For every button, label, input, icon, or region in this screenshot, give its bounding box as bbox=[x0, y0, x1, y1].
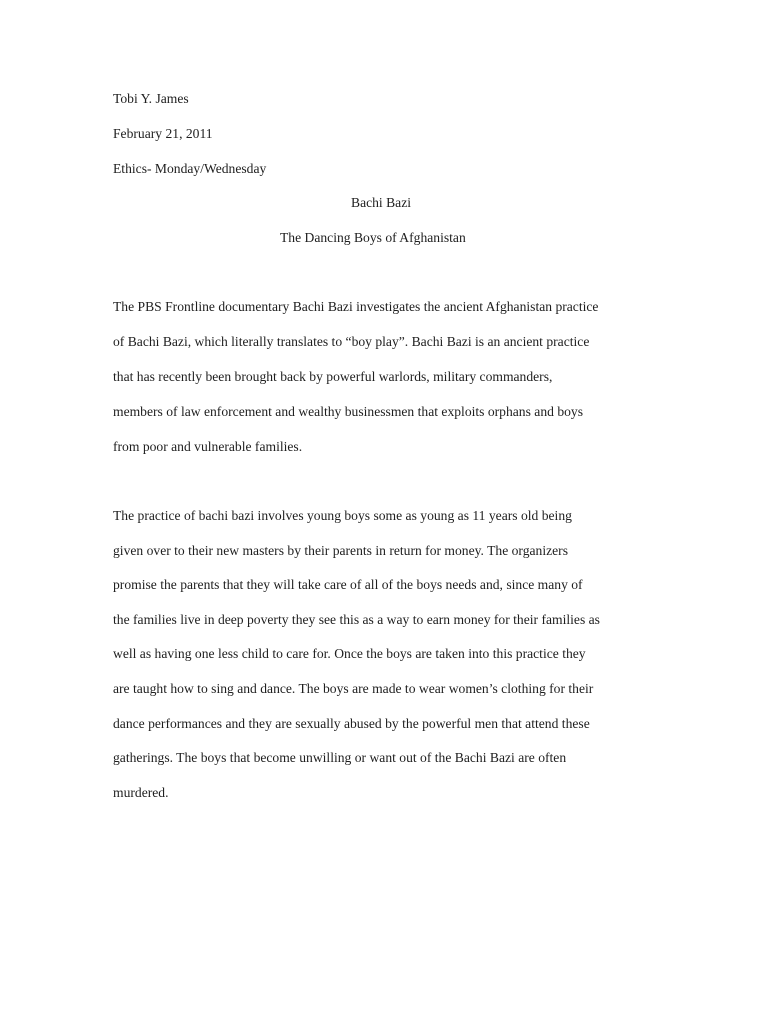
course-name: Ethics- Monday/Wednesday bbox=[113, 161, 267, 176]
paragraph-line: the families live in deep poverty they see this as a way to earn money for their families as bbox=[113, 612, 600, 627]
paragraph-line: The practice of bachi bazi involves young boys some as young as 11 years old being bbox=[113, 508, 572, 523]
document-subtitle: The Dancing Boys of Afghanistan bbox=[280, 230, 466, 245]
paragraph-line: The PBS Frontline documentary Bachi Bazi investigates the ancient Afghanistan practice bbox=[113, 299, 599, 314]
paragraph-line: murdered. bbox=[113, 785, 169, 800]
paragraph-line: members of law enforcement and wealthy businessmen that exploits orphans and boys bbox=[113, 404, 583, 419]
author-name: Tobi Y. James bbox=[113, 91, 189, 106]
paragraph-line: gatherings. The boys that become unwilling or want out of the Bachi Bazi are often bbox=[113, 750, 567, 765]
document-title: Bachi Bazi bbox=[351, 195, 412, 210]
paragraph-line: promise the parents that they will take care of all of the boys needs and, since many of bbox=[113, 577, 583, 592]
paragraph-line: of Bachi Bazi, which literally translates to “boy play”. Bachi Bazi is an ancient practice bbox=[113, 334, 590, 349]
paragraph-line: well as having one less child to care for. Once the boys are taken into this practice they bbox=[113, 646, 586, 661]
paragraph-line: dance performances and they are sexually abused by the powerful men that attend these bbox=[113, 716, 590, 731]
paragraph-line: that has recently been brought back by powerful warlords, military commanders, bbox=[113, 369, 553, 384]
paragraph-line: given over to their new masters by their parents in return for money. The organizers bbox=[113, 543, 568, 558]
paragraph-line: from poor and vulnerable families. bbox=[113, 439, 303, 454]
document-date: February 21, 2011 bbox=[113, 126, 213, 141]
paragraph-line: are taught how to sing and dance. The boys are made to wear women’s clothing for their bbox=[113, 681, 594, 696]
